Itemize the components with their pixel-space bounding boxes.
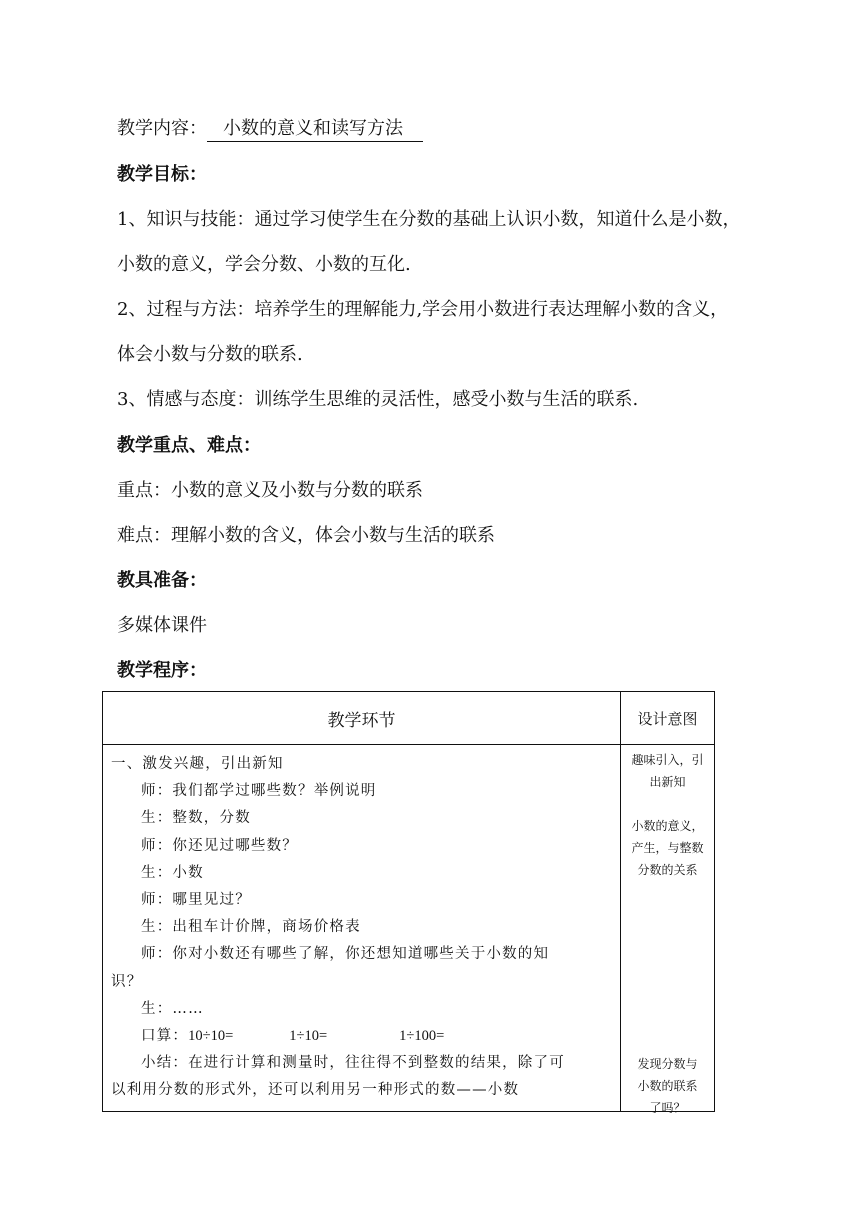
content-line — [117, 117, 423, 142]
steps-cell — [103, 745, 621, 1112]
intent-note-line: 分数的关系 — [637, 863, 698, 877]
objective-3: 3、情感与态度：训练学生思维的灵活性，感受小数与生活的联系. — [117, 389, 639, 410]
intent-note-3 — [625, 1053, 710, 1119]
table-row — [103, 745, 715, 1112]
key-points-title: 教学重点、难点： — [117, 435, 261, 456]
calc-expr-2: 1÷10= — [289, 1028, 328, 1045]
calc-line — [111, 1023, 614, 1050]
step-line: 小结：在进行计算和测量时，往往得不到整数的结果，除了可 — [141, 1055, 565, 1072]
materials-title: 教具准备： — [117, 570, 207, 591]
step-line: 师：你还见过哪些数？ — [141, 837, 298, 854]
calc-expr-3: 1÷100= — [399, 1028, 445, 1045]
intent-note-line: 了吗？ — [649, 1101, 686, 1115]
step-line: 师：我们都学过哪些数？举例说明 — [141, 783, 377, 800]
intent-note-line: 出新知 — [649, 775, 686, 789]
content-value: 小数的意义和读写方法 — [207, 117, 423, 142]
objective-2-line-2: 体会小数与分数的联系. — [117, 344, 303, 365]
calc-expr-1: 10÷10= — [188, 1028, 234, 1045]
objective-2-line-1: 2、过程与方法：培养学生的理解能力,学会用小数进行表达理解小数的含义， — [117, 299, 729, 320]
table-header-row — [103, 692, 715, 745]
header-design-intent: 设计意图 — [621, 692, 715, 745]
step-line: 生：…… — [141, 1000, 204, 1017]
objectives-title: 教学目标： — [117, 164, 207, 185]
intent-cell — [621, 745, 715, 1115]
intent-note-line: 趣味引入，引 — [631, 753, 704, 767]
intent-note-line: 产生，与整数 — [631, 841, 704, 855]
key-point-focus: 重点：小数的意义及小数与分数的联系 — [117, 480, 423, 501]
header-teaching-steps: 教学环节 — [103, 692, 621, 745]
intent-note-line: 小数的意义， — [631, 819, 704, 833]
content-label: 教学内容： — [117, 118, 207, 139]
objective-1-line-1: 1、知识与技能：通过学习使学生在分数的基础上认识小数，知道什么是小数， — [117, 209, 741, 230]
intent-note-1 — [625, 749, 710, 793]
calc-label: 口算： — [141, 1028, 189, 1045]
step-line: 一、激发兴趣，引出新知 — [111, 756, 284, 772]
intent-note-line: 小数的联系 — [637, 1079, 698, 1093]
step-line: 识？ — [111, 973, 143, 990]
intent-note-line: 发现分数与 — [637, 1057, 698, 1071]
step-line: 师：哪里见过？ — [141, 892, 251, 909]
procedure-table — [102, 691, 715, 1115]
step-line: 生：小数 — [141, 864, 204, 881]
procedure-title: 教学程序： — [117, 660, 207, 681]
key-point-difficulty: 难点：理解小数的含义，体会小数与生活的联系 — [117, 525, 495, 546]
step-line: 生：整数，分数 — [141, 810, 251, 827]
intent-note-2 — [625, 815, 710, 881]
step-line: 以利用分数的形式外，还可以利用另一种形式的数——小数 — [111, 1082, 520, 1099]
step-line: 生：出租车计价牌，商场价格表 — [141, 919, 361, 936]
step-line: 师：你对小数还有哪些了解，你还想知道哪些关于小数的知 — [141, 946, 550, 963]
objective-1-line-2: 小数的意义，学会分数、小数的互化. — [117, 254, 411, 275]
materials-value: 多媒体课件 — [117, 615, 207, 636]
